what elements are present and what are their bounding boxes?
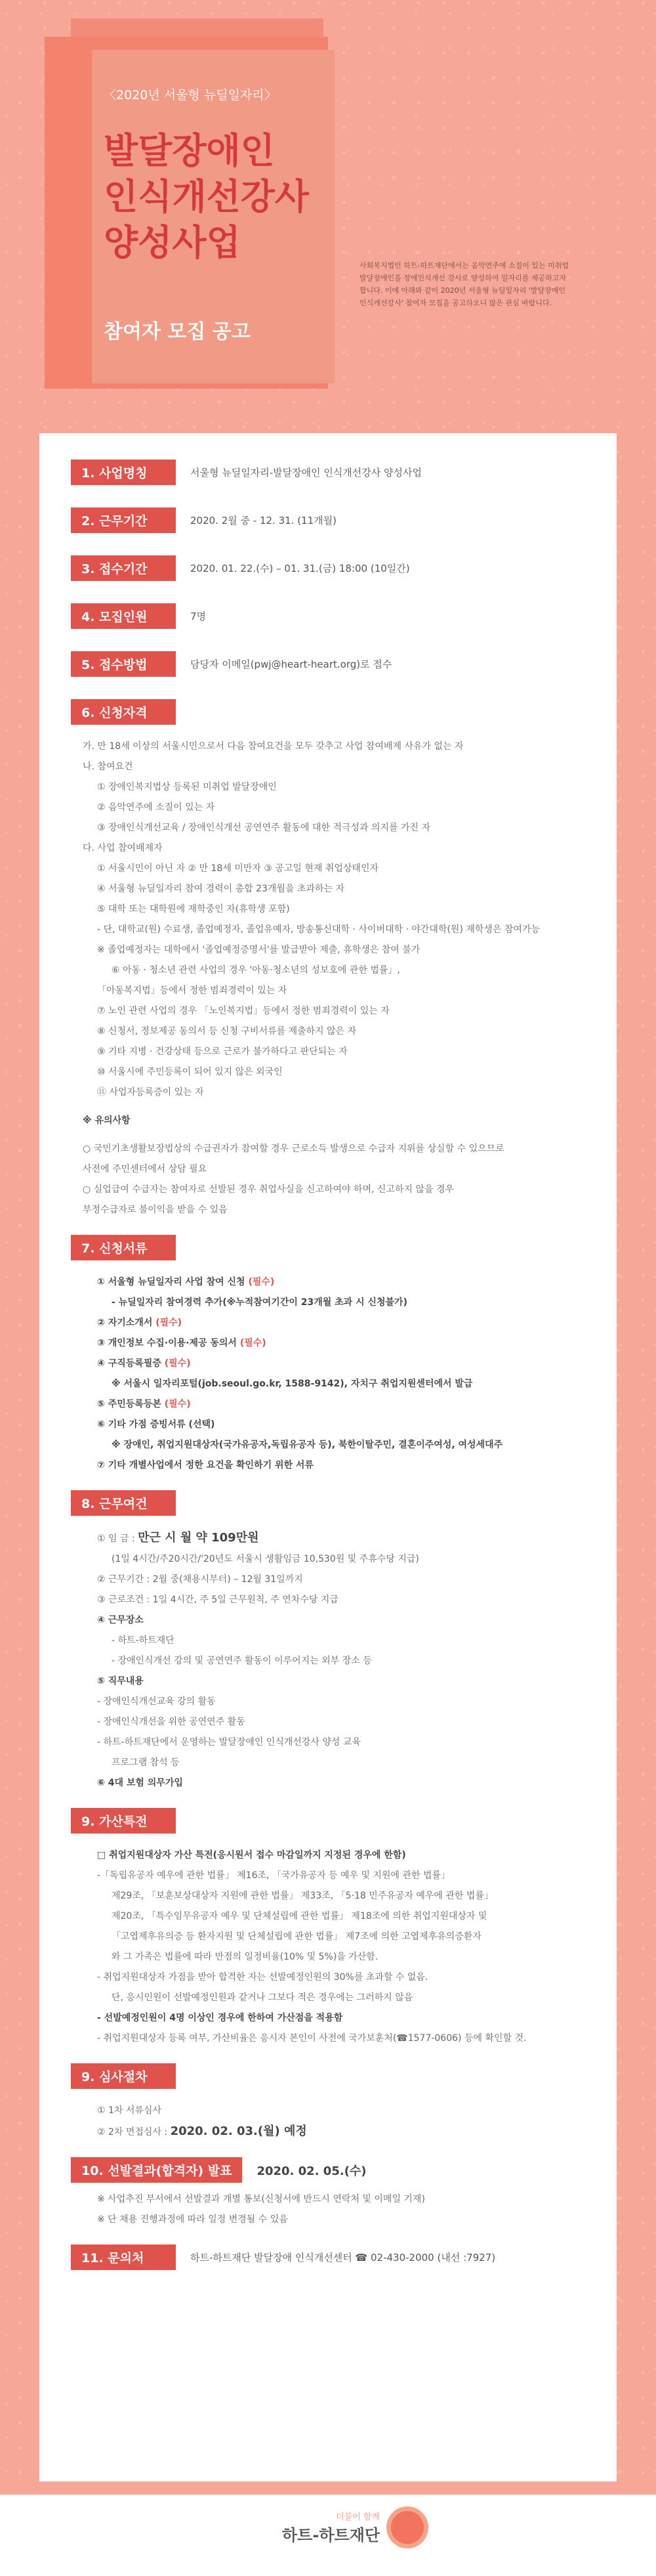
section-5 (71, 651, 585, 677)
section-1-value: 서울형 뉴딜일자리-발달장애인 인식개선강사 양성사업 (190, 467, 422, 479)
section-8-body (71, 1528, 585, 1793)
section-review-body (71, 2101, 585, 2143)
section-5-value: 담당자 이메일(pwj@heart-heart.org)로 접수 (190, 658, 392, 670)
hero-title-line2: 인식개선강사 (104, 176, 309, 217)
section-3-label: 3. 접수기간 (71, 555, 176, 581)
bonus-line: -「독립유공자 예우에 관한 법률」 제16조, 「국가유공자 등 예우 및 지원에 관한 법률」 (97, 1870, 450, 1881)
announce-line: ※ 사업추진 부서에서 선발결과 개별 통보(신청서에 반드시 연락처 및 이메일 기재) (97, 2194, 425, 2204)
section-7 (71, 1235, 585, 1476)
eligibility-line: ⑤ 대학 또는 대학원에 재학중인 자(휴학생 포함) (97, 904, 290, 914)
hero-tagline: 참여자 모집 공고 (104, 320, 251, 343)
content-card (39, 433, 617, 2481)
section-review-label: 9. 심사절차 (71, 2063, 176, 2089)
eligibility-line: ⑥ 아동 · 청소년 관련 사업의 경우 '아동·청소년의 성보호에 관한 법률」, (112, 965, 400, 976)
bonus-line: 제20조, 「특수임무유공자 예우 및 단체설립에 관한 법률」 제18조에 의한 취업지원대상자 및 (112, 1911, 487, 1921)
section-4-label: 4. 모집인원 (71, 603, 176, 629)
section-1 (71, 460, 585, 485)
notice-line: 사전에 주민센터에서 상담 필요 (83, 1164, 207, 1174)
eligibility-line: ⑦ 노인 관련 사업의 경우 「노인복지법」등에서 정한 범죄경력이 있는 자 (97, 1006, 390, 1016)
logo-tagline: 더불어 함께 (336, 2512, 380, 2522)
section-11-label: 11. 문의처 (71, 2244, 176, 2270)
section-10-value: 2020. 02. 05.(수) (256, 2164, 367, 2178)
eligibility-line: ② 음악연주에 소질이 있는 자 (97, 802, 215, 813)
condition-line: 프로그램 참석 등 (112, 1757, 180, 1768)
document-item: ④ 구직등록필증 (필수) (97, 1358, 191, 1369)
section-9 (71, 1808, 585, 2049)
section-2 (71, 507, 585, 533)
condition-line: ⑤ 직무내용 (97, 1676, 144, 1686)
section-8-label: 8. 근무여건 (71, 1490, 176, 1516)
section-3-value: 2020. 01. 22.(수) – 01. 31.(금) 18:00 (10일간) (190, 563, 410, 574)
bonus-line: 단, 응시인원이 선발예정인원과 같거나 그보다 적은 경우에는 그러하지 않음 (112, 1992, 413, 2003)
wage-value: 만근 시 월 약 109만원 (138, 1531, 259, 1545)
bonus-line: 와 그 가족은 법률에 따라 만점의 일정비율(10% 및 5%)을 가산함. (112, 1952, 379, 1962)
logo-name: 하트-하트재단 (282, 2526, 380, 2544)
bonus-line: □ 취업지원대상자 가산 특전(응시원서 접수 마감일까지 지정된 경우에 한함) (97, 1850, 406, 1860)
section-6-body (71, 737, 585, 1220)
condition-line: - 하트-하트재단에서 운영하는 발달장애인 인식개선강사 양성 교육 (97, 1737, 361, 1748)
condition-line: - 장애인식개선교육 강의 활동 (97, 1696, 216, 1707)
heart-logo-icon (386, 2506, 428, 2548)
eligibility-line: ⑧ 신청서, 정보제공 동의서 등 신청 구비서류를 제출하지 않은 자 (97, 1026, 357, 1037)
notice-line: 부정수급자로 불이익을 받을 수 있음 (83, 1205, 228, 1215)
section-4-value: 7명 (190, 611, 207, 622)
bonus-line: 「고엽제후유의증 등 환자지원 및 단체설립에 관한 법률」 제7조에 의한 고엽제후유의증환자 (112, 1931, 482, 1942)
document-item: ② 자기소개서 (필수) (97, 1318, 182, 1328)
section-10 (71, 2157, 585, 2230)
condition-line: ⑥ 4대 보험 의무가입 (97, 1778, 183, 1788)
section-7-label: 7. 신청서류 (71, 1235, 176, 1260)
condition-line: - 하트-하트재단 (112, 1635, 174, 1646)
bonus-line: - 선발예정인원이 4명 이상인 경우에 한하여 가산점을 적용함 (97, 2013, 343, 2023)
eligibility-line: - 단, 대학교(원) 수료생, 졸업예정자, 졸업유예자, 방송통신대학 · 사이버대학 · 야간대학(원) 재학생은 참여가능 (97, 924, 541, 935)
section-2-value: 2020. 2월 중 - 12. 31. (11개월) (190, 515, 337, 526)
eligibility-line: 가. 만 18세 이상의 서울시민으로서 다음 참여요건을 모두 갖추고 사업 참여배제 사유가 없는 자 (83, 741, 464, 752)
eligibility-line: ⑩ 서울시에 주민등록이 되어 있지 않은 외국인 (97, 1067, 283, 1077)
section-9-body (71, 1845, 585, 2049)
document-item: - 뉴딜일자리 참여경력 추가(※누적참여기간이 23개월 초과 시 신청불가) (112, 1297, 407, 1308)
notice-title: ※ 유의사항 (83, 1115, 131, 1126)
bonus-line: - 취업지원대상자 가점을 받아 합격한 자는 선발예정인원의 30%를 초과할 수 없음. (97, 1972, 428, 1983)
document-item: ※ 서울시 일자리포털(job.seoul.go.kr, 1588-9142), 자치구 취업지원센터에서 발급 (112, 1379, 473, 1389)
bonus-line: - 취업지원대상자 등록 여부, 가산비율은 응시자 본인이 사전에 국가보훈처(☎1577-0606) 등에 확인할 것. (97, 2033, 527, 2044)
section-11 (71, 2244, 585, 2270)
eligibility-line: 「아동복지법」등에서 정한 범죄경력이 있는 자 (97, 985, 287, 996)
notice-line: ○ 실업급여 수급자는 참여자로 선발된 경우 취업사실을 신고하여야 하며, 신고하지 않을 경우 (83, 1184, 455, 1195)
review-step-2: ② 2차 면접심사 : (97, 2127, 171, 2137)
review-step-1: ① 1차 서류심사 (97, 2105, 161, 2116)
condition-line: - 장애인식개선 강의 및 공연연주 활동이 이루어지는 외부 장소 등 (112, 1656, 372, 1666)
section-7-body (71, 1272, 585, 1476)
section-10-body (71, 2189, 585, 2230)
footer-logo (282, 2506, 428, 2548)
condition-line: (1일 4시간/주20시간/'20년도 서울시 생활임금 10,530원 및 주휴수당 지급) (112, 1554, 419, 1564)
section-9-label: 9. 가산특전 (71, 1808, 176, 1834)
section-6-label: 6. 신청자격 (71, 699, 176, 725)
eligibility-line: ① 서울시민이 아닌 자 ② 만 18세 미만자 ③ 공고일 현재 취업상태인자 (97, 863, 379, 874)
condition-line: - 장애인식개선을 위한 공연연주 활동 (97, 1717, 245, 1727)
document-item: ③ 개인정보 수집·이용·제공 동의서 (필수) (97, 1338, 266, 1348)
section-11-value: 하트-하트재단 발달장애 인식개선센터 ☎ 02-430-2000 (내선 :7927) (190, 2252, 496, 2264)
hero-description: 사회복지법인 하트-하트재단에서는 음악연주에 소질이 있는 미취업 발달장애인을 장애인식개선 강사로 양성하여 일자리를 제공하고자 합니다. 이에 아래와 같이 2020년 서울형 뉴딜일자리 '발달장애인 인식개선강사' 참여자 모집을 공고하오니 많은 관심 바랍니다. (359, 261, 569, 307)
document-item: ① 서울형 뉴딜일자리 사업 참여 신청 (필수) (97, 1277, 275, 1287)
document-item: ※ 장애인, 취업지원대상자(국가유공자,독립유공자 등), 북한이탈주민, 결혼이주여성, 여성세대주 (112, 1440, 503, 1450)
eligibility-line: ③ 장애인식개선교육 / 장애인식개선 공연연주 활동에 대한 적극성과 의지를 가진 자 (97, 823, 431, 833)
eligibility-line: ④ 서울형 뉴딜일자리 참여 경력이 총합 23개월을 초과하는 자 (97, 884, 345, 894)
eligibility-line: 나. 참여요건 (83, 762, 133, 772)
section-6 (71, 699, 585, 1220)
condition-line: ② 근무기간 : 2월 중(채용시부터) – 12월 31일까지 (97, 1574, 303, 1585)
announce-line: ※ 단 채용 진행과정에 따라 일정 변경될 수 있음 (97, 2214, 288, 2225)
hero-title-line3: 양성사업 (104, 222, 241, 263)
condition-line: ④ 근무장소 (97, 1615, 144, 1625)
notice-line: ○ 국민기초생활보장법상의 수급권자가 참여할 경우 근로소득 발생으로 수급자 지위를 상실할 수 있으므로 (83, 1144, 504, 1154)
document-item: ⑦ 기타 개별사업에서 정한 요건을 확인하기 위한 서류 (97, 1460, 314, 1470)
hero-title (104, 128, 340, 266)
section-8 (71, 1490, 585, 1793)
hero-title-line1: 발달장애인 (104, 130, 275, 171)
section-5-label: 5. 접수방법 (71, 651, 176, 677)
eligibility-line: ※ 졸업예정자는 대학에서 '졸업예정증명서'를 발급받아 제출, 휴학생은 참여 불가 (97, 945, 420, 955)
section-1-label: 1. 사업명칭 (71, 460, 176, 485)
bonus-line: 제29조, 「보훈보상대상자 지원에 관한 법률」 제33조, 「5·18 민주유공자 예우에 관한 법률」 (112, 1891, 493, 1901)
condition-line: ③ 근로조건 : 1일 4시간, 주 5일 근무원칙, 주 연차수당 지급 (97, 1595, 338, 1605)
eligibility-line: 다. 사업 참여배제자 (83, 843, 163, 853)
document-item: ⑤ 주민등록등본 (필수) (97, 1399, 191, 1409)
footer (0, 2495, 656, 2576)
hero (0, 0, 656, 473)
section-2-label: 2. 근무기간 (71, 507, 176, 533)
section-4 (71, 603, 585, 629)
eligibility-line: ⑨ 기타 지병 · 건강상태 등으로 근로가 불가하다고 판단되는 자 (97, 1046, 348, 1057)
section-3 (71, 555, 585, 581)
hero-subtitle: 〈2020년 서울형 뉴딜일자리〉 (104, 88, 277, 102)
review-step-2-date: 2020. 02. 03.(월) 예정 (170, 2124, 307, 2138)
eligibility-line: ⑪ 사업자등록증이 있는 자 (97, 1087, 204, 1098)
eligibility-line: ① 장애인복지법상 등록된 미취업 발달장애인 (97, 782, 277, 792)
section-10-label: 10. 선발결과(합격자) 발표 (71, 2157, 242, 2183)
section-review (71, 2063, 585, 2143)
document-item: ⑥ 기타 가점 증빙서류 (선택) (97, 1419, 215, 1430)
wage-prefix: ① 임 금 : (97, 1534, 138, 1544)
